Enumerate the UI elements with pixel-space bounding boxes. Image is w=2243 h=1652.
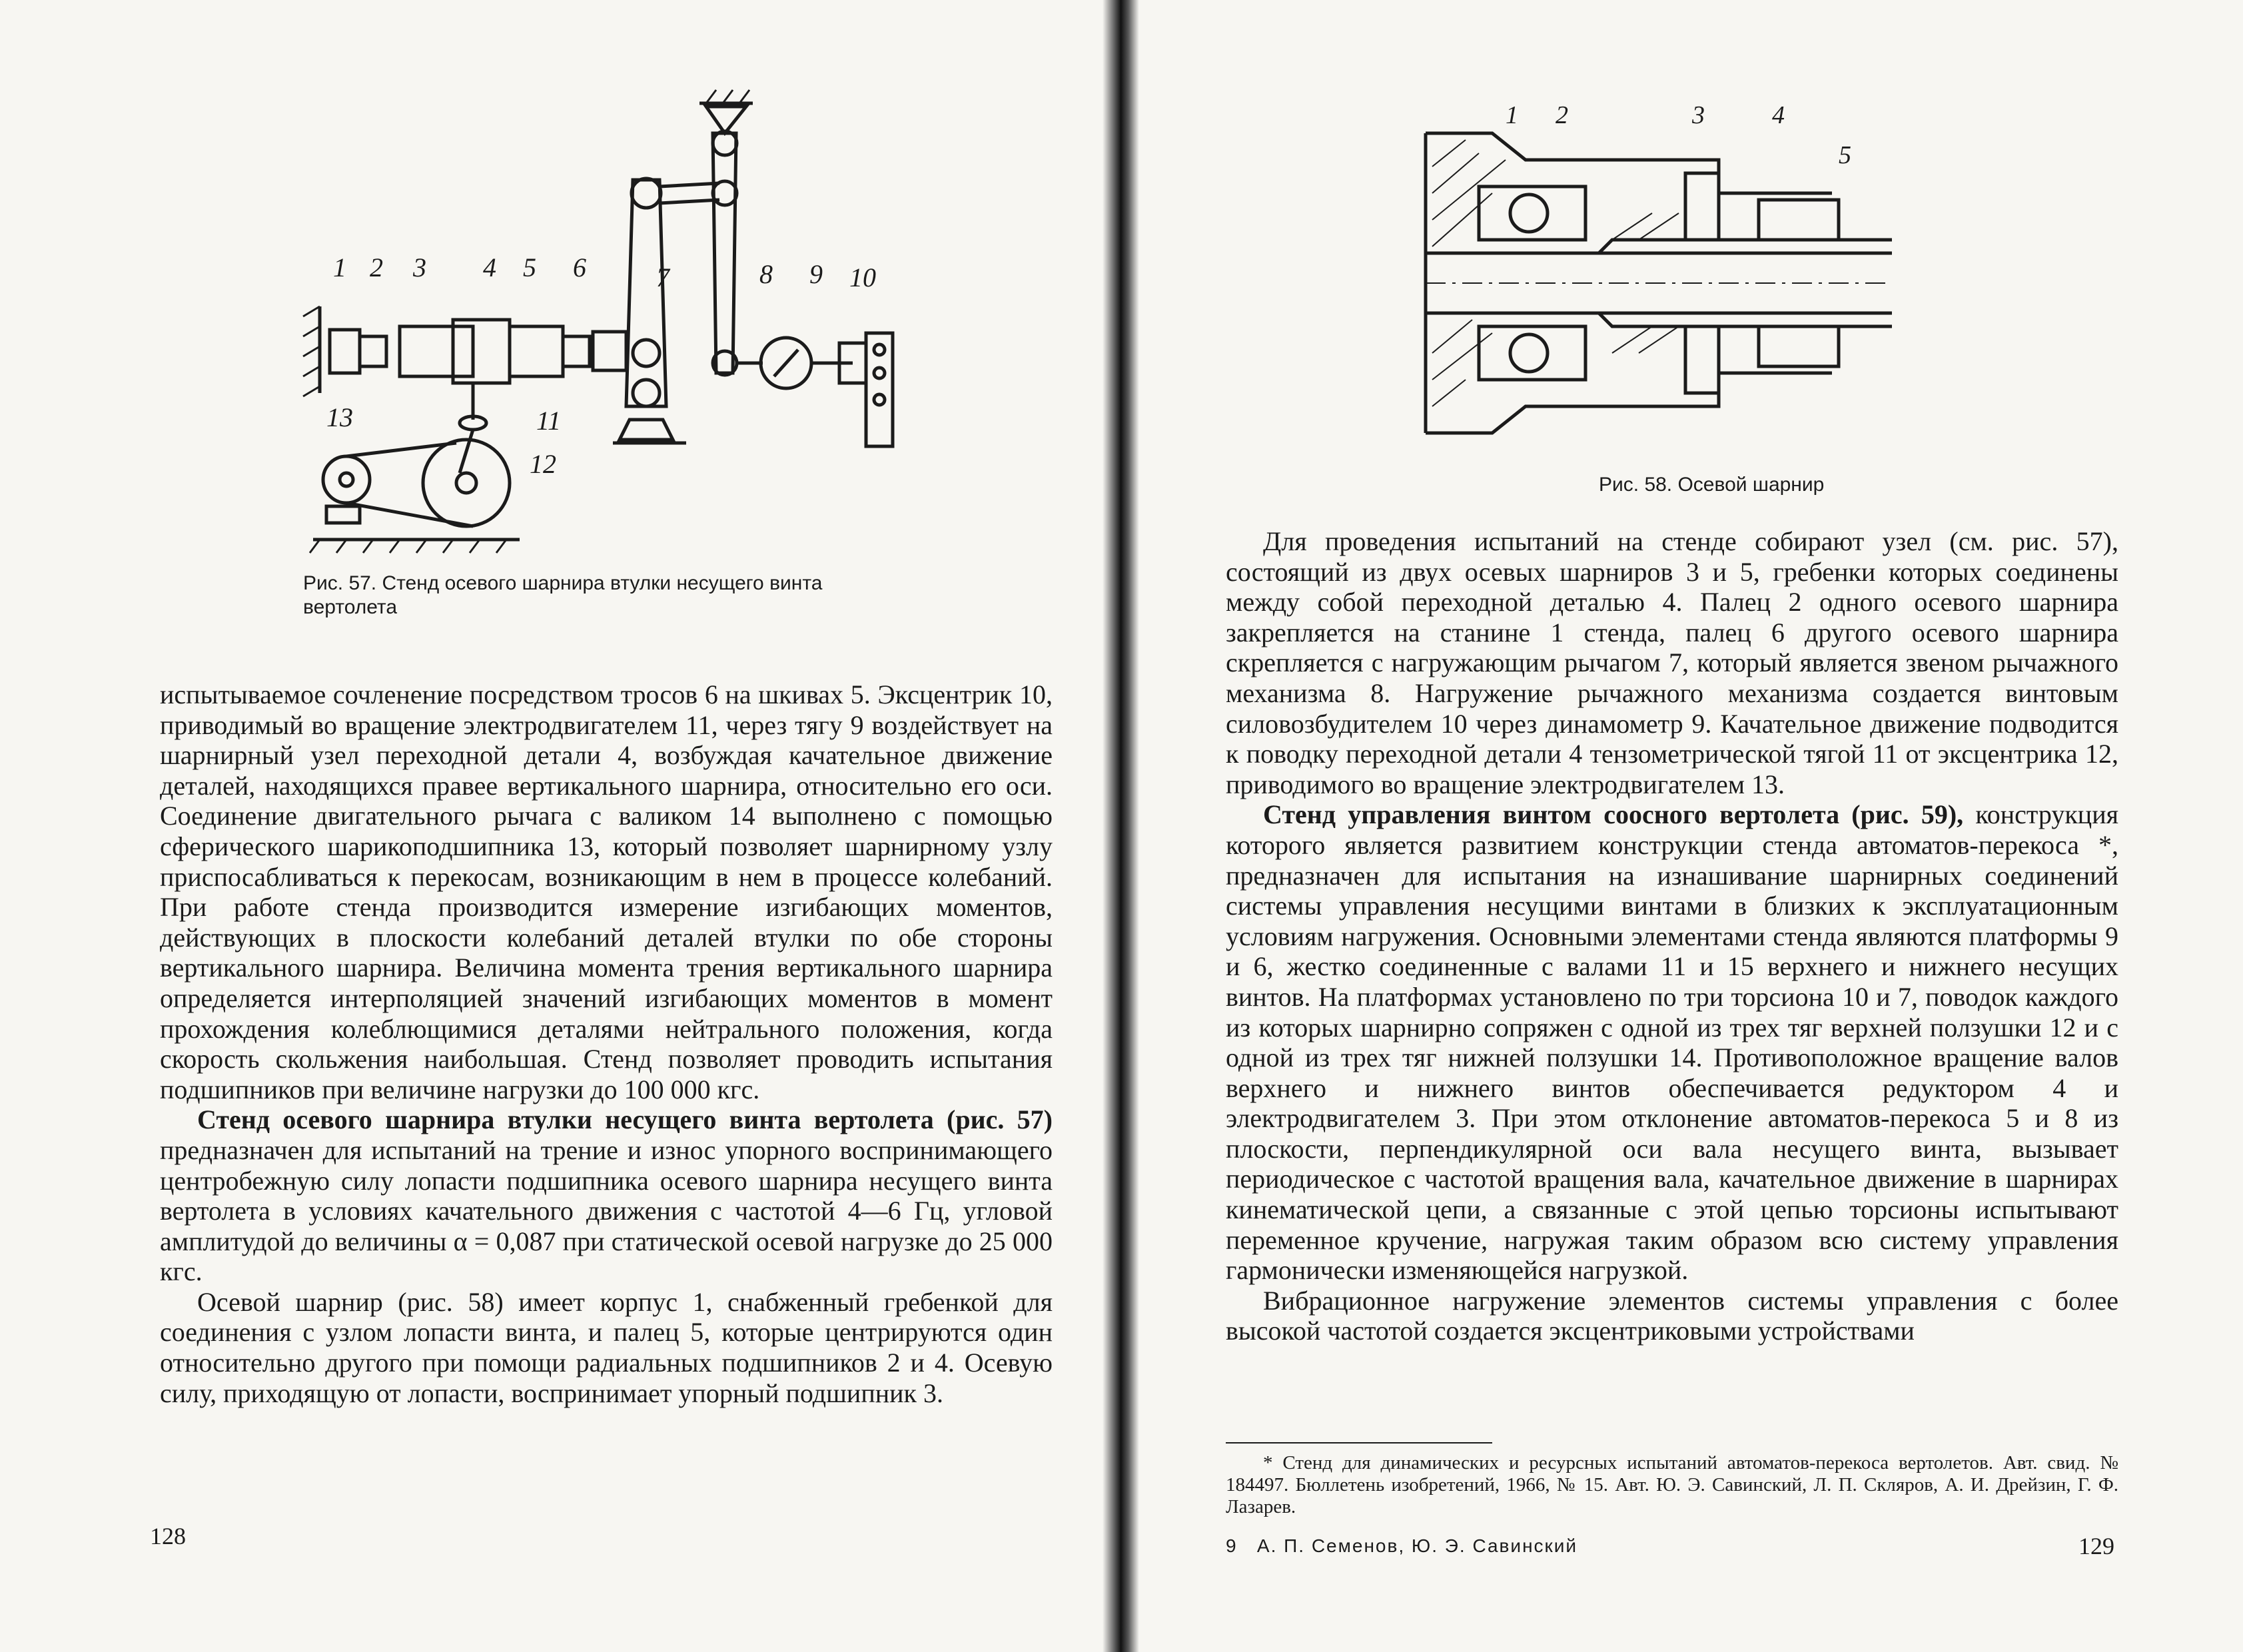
signature-number: 9 — [1226, 1535, 1238, 1556]
fig57-label-6: 6 — [573, 252, 586, 282]
right-paragraph-2 — [1226, 799, 2118, 1286]
footnote-rule — [1226, 1442, 1492, 1444]
figure-57-diagram — [293, 80, 906, 560]
fig57-label-5: 5 — [523, 252, 536, 282]
fig57-label-9: 9 — [809, 259, 823, 289]
fig57-label-7: 7 — [656, 262, 670, 292]
left-paragraph-1: испытываемое сочленение посредством тросов 6 на шкивах 5. Эксцентрик 10, приводимый во вращение электродвигателем 11, через тягу 9 воздействует на шарнирный узел переходной детали 4, возбуждая качательное движение деталей, находящихся правее вертикального шарнира, относительно его оси. Соединение двигательного рычага с валиком 14 выполнено с помощью сферического шарикоподшипника 13, который позволяет шарнирному узлу приспосабливаться к перекосам, возникающим в нем в процессе колебаний. При работе стенда производится измерение изгибающих моментов, действующих в плоскости колебаний деталей втулки по обе стороны вертикального шарнира. Величина момента трения вертикального шарнира определяется интерполяцией значений изгибающих моментов в момент прохождения колеблющимися деталями нейтрального положения, когда скорость скольжения наибольшая. Стенд позволяет проводить испытания подшипников при величине нагрузки до 100 000 кгс. — [160, 679, 1053, 1104]
figure-57-caption — [303, 572, 956, 620]
left-paragraph-3: Осевой шарнир (рис. 58) имеет корпус 1, снабженный гребенкой для соединения с узлом лопасти винта, и палец 5, которые центрируются один относительно другого при помощи радиальных подшипников 2 и 4. Осевую силу, приходящую от лопасти, воспринимает упорный подшипник 3. — [160, 1286, 1053, 1408]
fig57-label-13: 13 — [326, 402, 353, 432]
printer-signature — [1226, 1535, 1577, 1557]
fig58-label-2: 2 — [1556, 101, 1568, 129]
signature-authors: А. П. Семенов, Ю. Э. Савинский — [1256, 1535, 1578, 1556]
fig57-label-4: 4 — [483, 252, 496, 282]
right-page-number: 129 — [2078, 1533, 2114, 1559]
left-page — [0, 0, 1106, 1652]
left-bold-heading: Стенд осевого шарнира втулки несущего винта вертолета (рис. 57) — [197, 1104, 1053, 1135]
fig57-label-12: 12 — [530, 449, 556, 479]
fig57-label-10: 10 — [849, 262, 876, 292]
fig57-label-2: 2 — [370, 252, 383, 282]
fig57-label-11: 11 — [536, 406, 562, 436]
left-paragraph-2 — [160, 1104, 1053, 1287]
fig57-label-3: 3 — [413, 252, 426, 282]
fig58-label-4: 4 — [1772, 101, 1785, 129]
right-paragraph-2-text: конструкция которого является развитием конструкции стенда автоматов-перекоса *, предназначен для испытания на изнашивание шарнирных соединений системы управления несущими винтами в близких к эксплуатационным условиям нагружения. Основными элементами стенда являются платформы 9 и 6, жестко соединенные с валами 11 и 15 верхнего и нижнего несущих винтов. На платформах установлено по три торсиона 10 и 7, поводок каждого из которых шарнирно сопряжен с одной из трех тяг верхней ползушки 12 и с одной из трех тяг нижней ползушки 14. Противоположное вращение валов верхнего и нижнего винтов обеспечивается редуктором 4 и электродвигателем 3. При этом отклонение автоматов-перекоса 5 и 8 из плоскости, перпендикулярной оси вала несущего винта, вызывает периодическое с частотой вращения вала, качательное движение в шарнирах кинематической цепи, а связанные с этой цепью торсионы испытывают переменное кручение, нагружая таким образом всю систему управления гармонически изменяющейся нагрузкой. — [1226, 799, 2118, 1286]
right-page-body — [1226, 526, 2118, 1346]
figure-57-caption-line2: вертолета — [303, 596, 398, 618]
right-page — [1132, 0, 2243, 1652]
figure-58-caption: Рис. 58. Осевой шарнир — [1599, 474, 1825, 496]
footnote-text: * Стенд для динамических и ресурсных испытаний автоматов-перекоса вертолетов. Авт. свид. № 184497. Бюллетень изобретений, 1966, № 15. Авт. Ю. Э. Савинский, Л. П. Скляров, А. И. Дрейзин, Г. Ф. Лазарев. — [1226, 1452, 2118, 1517]
right-paragraph-3: Вибрационное нагружение элементов системы управления с более высокой частотой создается эксцентриковыми устройствами — [1226, 1285, 2118, 1346]
footnote — [1226, 1452, 2118, 1518]
fig58-label-1: 1 — [1506, 101, 1518, 129]
fig58-label-5: 5 — [1839, 141, 1851, 169]
fig57-label-1: 1 — [333, 252, 346, 282]
right-paragraph-1: Для проведения испытаний на стенде собирают узел (см. рис. 57), состоящий из двух осевых шарниров 3 и 5, гребенки которых соединены между собой переходной деталью 4. Палец 2 одного осевого шарнира закрепляется на станине 1 стенда, палец 6 другого осевого шарнира скрепляется с нагружающим рычагом 7, который является звеном рычажного механизма 8. Нагружение рычажного механизма создается винтовым силовозбудителем 10 через динамометр 9. Качательное движение подводится к поводку переходной детали 4 тензометрической тягой 11 от эксцентрика 12, приводимого во вращение электродвигателем 13. — [1226, 526, 2118, 799]
left-page-number: 128 — [150, 1523, 186, 1549]
figure-58-diagram — [1412, 100, 1892, 446]
left-page-body — [160, 679, 1053, 1408]
fig57-label-8: 8 — [759, 259, 773, 289]
left-paragraph-2-text: предназначен для испытаний на трение и износ упорного воспринимающего центробежную силу лопасти подшипника осевого шарнира несущего винта вертолета в условиях качательного движения с частотой 4—6 Гц, угловой амплитудой до величины α = 0,087 при статической осевой нагрузке до 25 000 кгс. — [160, 1134, 1053, 1287]
right-bold-heading: Стенд управления винтом соосного вертолета (рис. 59), — [1263, 799, 1964, 830]
figure-57-caption-line1: Рис. 57. Стенд осевого шарнира втулки несущего винта — [303, 572, 823, 594]
fig58-label-3: 3 — [1692, 101, 1705, 129]
